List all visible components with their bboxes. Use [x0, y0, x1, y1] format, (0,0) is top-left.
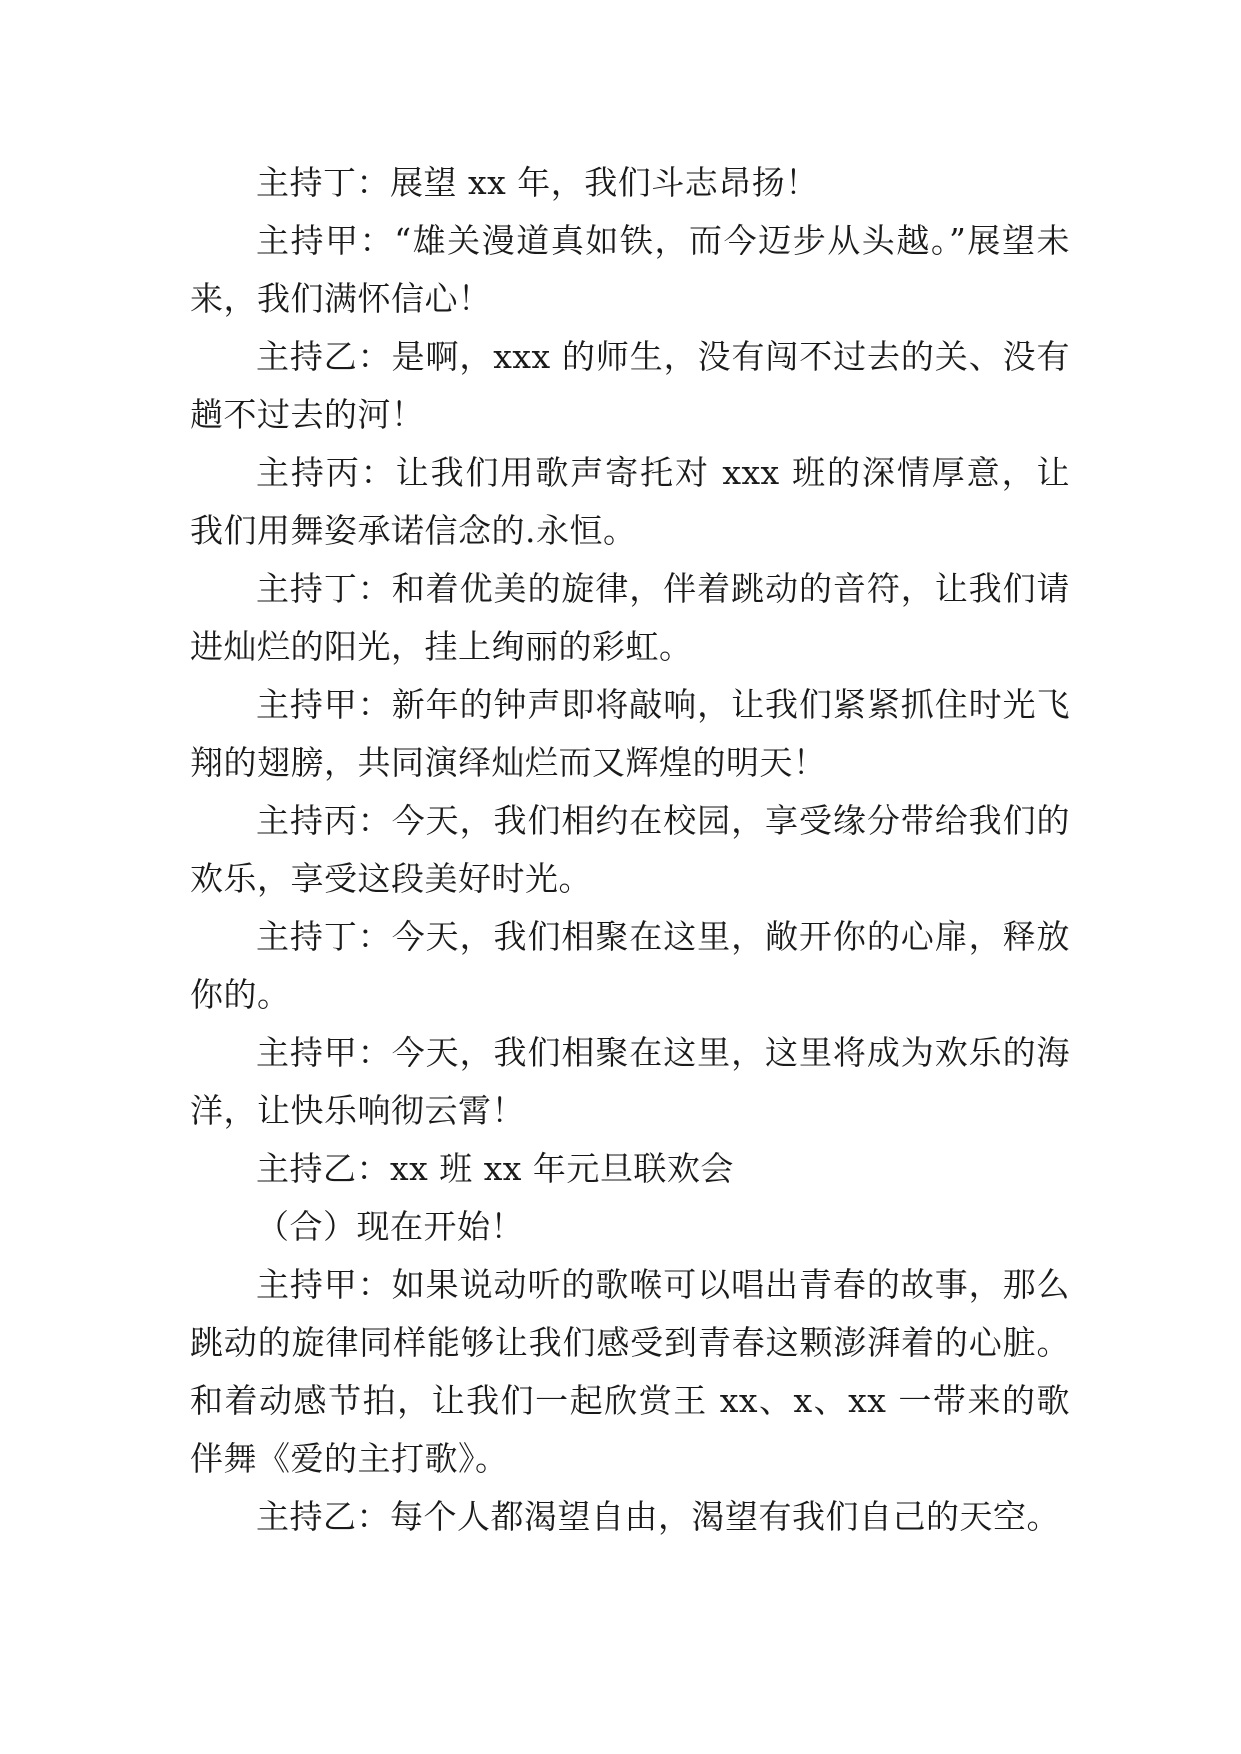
paragraph: 主持甲：今天，我们相聚在这里，这里将成为欢乐的海洋，让快乐响彻云霄！	[190, 1033, 1070, 1130]
paragraph: 主持乙：是啊，xxx 的师生，没有闯不过去的关、没有趟不过去的河！	[190, 337, 1070, 434]
paragraph: 主持丁：和着优美的旋律，伴着跳动的音符，让我们请进灿烂的阳光，挂上绚丽的彩虹。	[190, 569, 1070, 666]
paragraph: 主持甲：新年的钟声即将敲响，让我们紧紧抓住时光飞翔的翅膀，共同演绎灿烂而又辉煌的明天！	[190, 685, 1070, 782]
paragraph: （合）现在开始！	[256, 1207, 524, 1246]
paragraph: 主持乙：xx 班 xx 年元旦联欢会	[256, 1149, 734, 1188]
paragraph: 主持丙：让我们用歌声寄托对 xxx 班的深情厚意，让我们用舞姿承诺信念的.永恒。	[190, 453, 1070, 550]
paragraph: 主持乙：每个人都渴望自由，渴望有我们自己的天空。	[256, 1497, 1060, 1536]
paragraph: 主持丁：展望 xx 年，我们斗志昂扬！	[256, 163, 819, 202]
document-body	[190, 154, 1070, 1546]
paragraph: 主持甲：“雄关漫道真如铁，而今迈步从头越。”展望未来，我们满怀信心！	[190, 221, 1070, 318]
paragraph: 主持丁：今天，我们相聚在这里，敞开你的心扉，释放你的。	[190, 917, 1070, 1014]
paragraph: 主持丙：今天，我们相约在校园，享受缘分带给我们的欢乐，享受这段美好时光。	[190, 801, 1070, 898]
paragraph: 主持甲：如果说动听的歌喉可以唱出青春的故事，那么跳动的旋律同样能够让我们感受到青春这颗澎湃着的心脏。和着动感节拍，让我们一起欣赏王 xx、x、xx 一带来的歌伴舞《爱的主打歌》。	[190, 1265, 1070, 1478]
